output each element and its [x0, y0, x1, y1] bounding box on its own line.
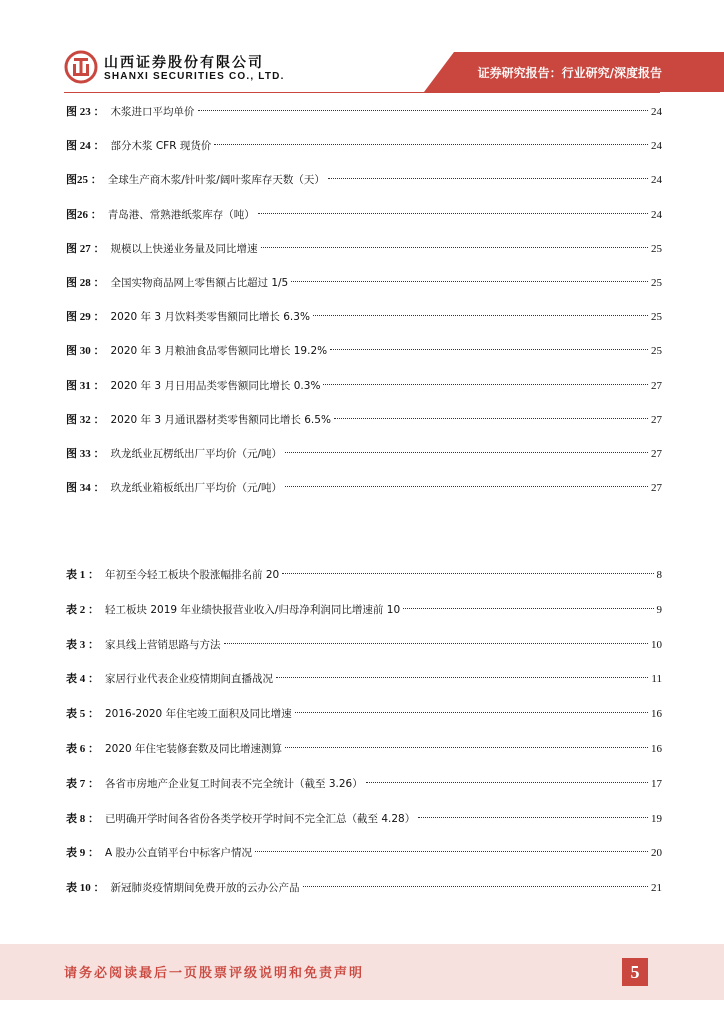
- table-title: 新冠肺炎疫情期间免费开放的云办公产品: [110, 882, 300, 895]
- figure-title: 2020 年 3 月饮料类零售额同比增长 6.3%: [110, 311, 310, 324]
- figure-title: 全国实物商品网上零售额占比超过 1/5: [110, 277, 289, 289]
- dot-leader: [258, 213, 648, 214]
- figure-entry[interactable]: [66, 341, 662, 361]
- table-page-number: 16: [651, 708, 662, 721]
- dot-leader: [255, 851, 648, 852]
- table-page-number: 11: [651, 673, 662, 686]
- table-entry[interactable]: [66, 704, 662, 724]
- table-number: 表 8 ：: [66, 812, 99, 825]
- dot-leader: [334, 418, 648, 419]
- table-entry[interactable]: [66, 843, 662, 863]
- page-header: [0, 0, 724, 100]
- figure-number: 图 33 ：: [66, 448, 105, 460]
- header-divider: [64, 92, 660, 93]
- table-number: 表 4 ：: [66, 673, 99, 686]
- table-entry[interactable]: [66, 739, 662, 759]
- dot-leader: [198, 110, 649, 111]
- table-title: 轻工板块 2019 年业绩快报营业收入/归母净利润同比增速前 10: [105, 603, 401, 616]
- figure-number: 图 32 ：: [66, 413, 105, 426]
- table-number: 表 3 ：: [66, 638, 99, 651]
- figure-entry[interactable]: [66, 239, 662, 259]
- figure-title: 规模以上快递业务量及同比增速: [110, 242, 258, 255]
- table-entry[interactable]: [66, 565, 662, 585]
- table-page-number: 20: [651, 847, 662, 860]
- dot-leader: [285, 486, 648, 487]
- figure-page-number: 27: [651, 448, 662, 460]
- table-title: 家居行业代表企业疫情期间直播战况: [105, 673, 273, 686]
- table-page-number: 10: [651, 638, 662, 651]
- figure-page-number: 24: [651, 174, 662, 187]
- shanxi-securities-logo-icon: [64, 50, 98, 84]
- figure-title: 全球生产商木浆/针叶浆/阔叶浆库存天数（天）: [107, 174, 325, 187]
- table-entry[interactable]: [66, 669, 662, 689]
- figure-title: 玖龙纸业箱板纸出厂平均价（元/吨）: [110, 482, 283, 495]
- dot-leader: [276, 677, 648, 678]
- figure-page-number: 24: [651, 208, 662, 221]
- table-number: 表 5 ：: [66, 708, 99, 721]
- table-title: 2016-2020 年住宅竣工面积及同比增速: [105, 708, 292, 721]
- figure-title: 玖龙纸业瓦楞纸出厂平均价（元/吨）: [110, 448, 283, 460]
- figure-entry[interactable]: [66, 170, 662, 190]
- company-name-en: SHANXI SECURITIES CO., LTD.: [104, 71, 285, 82]
- dot-leader: [285, 747, 648, 748]
- table-entry[interactable]: [66, 774, 662, 794]
- figure-entry[interactable]: [66, 444, 662, 464]
- table-title: 已明确开学时间各省份各类学校开学时间不完全汇总（截至 4.28）: [105, 812, 416, 825]
- table-number: 表 6 ：: [66, 743, 99, 755]
- figure-title: 青岛港、常熟港纸浆库存（吨）: [107, 208, 255, 221]
- figure-entry[interactable]: [66, 376, 662, 396]
- figure-page-number: 24: [651, 140, 662, 153]
- figure-title: 部分木浆 CFR 现货价: [110, 140, 212, 153]
- figure-number: 图 23 ：: [66, 106, 105, 118]
- dot-leader: [261, 247, 649, 248]
- dot-leader: [224, 643, 649, 644]
- table-page-number: 17: [651, 777, 662, 790]
- dot-leader: [285, 452, 648, 453]
- dot-leader: [330, 349, 648, 350]
- dot-leader: [291, 281, 648, 282]
- figure-page-number: 27: [651, 413, 662, 426]
- figure-title: 2020 年 3 月日用品类零售额同比增长 0.3%: [110, 379, 321, 392]
- figure-number: 图26 ：: [66, 208, 102, 221]
- figure-entry[interactable]: [66, 205, 662, 225]
- dot-leader: [328, 178, 648, 179]
- dot-leader: [282, 573, 653, 574]
- dot-leader: [214, 144, 648, 145]
- figure-title: 2020 年 3 月粮油食品零售额同比增长 19.2%: [110, 345, 328, 358]
- figure-number: 图25 ：: [66, 174, 102, 187]
- table-page-number: 21: [651, 882, 662, 895]
- figure-page-number: 25: [651, 311, 662, 324]
- table-page-number: 8: [656, 569, 662, 581]
- figure-number: 图 30 ：: [66, 345, 105, 358]
- dot-leader: [295, 712, 648, 713]
- footer-disclaimer: 请务必阅读最后一页股票评级说明和免责声明: [64, 966, 365, 981]
- table-page-number: 9: [656, 603, 662, 616]
- dot-leader: [323, 384, 648, 385]
- table-number: 表 10 ：: [66, 882, 105, 895]
- figure-title: 2020 年 3 月通讯器材类零售额同比增长 6.5%: [110, 413, 331, 426]
- figure-entry[interactable]: [66, 102, 662, 122]
- table-title: 各省市房地产企业复工时间表不完全统计（截至 3.26）: [105, 777, 363, 790]
- figure-page-number: 25: [651, 345, 662, 358]
- figure-page-number: 27: [651, 379, 662, 392]
- dot-leader: [403, 608, 653, 609]
- table-number: 表 2 ：: [66, 603, 99, 616]
- figure-entry[interactable]: [66, 307, 662, 327]
- figure-number: 图 24 ：: [66, 140, 105, 153]
- figure-page-number: 25: [651, 242, 662, 255]
- dot-leader: [366, 782, 648, 783]
- figure-entry[interactable]: [66, 478, 662, 498]
- figure-number: 图 34 ：: [66, 482, 105, 495]
- company-name-cn: 山西证券股份有限公司: [104, 55, 264, 71]
- figure-title: 木浆进口平均单价: [110, 106, 195, 118]
- figure-entry[interactable]: [66, 273, 662, 293]
- page-number: 5: [622, 958, 648, 986]
- table-number: 表 9 ：: [66, 847, 99, 860]
- table-title: A 股办公直销平台中标客户情况: [105, 847, 253, 860]
- figure-number: 图 29 ：: [66, 311, 105, 324]
- table-title: 家具线上营销思路与方法: [105, 638, 221, 651]
- figure-page-number: 25: [651, 277, 662, 289]
- dot-leader: [418, 817, 648, 818]
- figure-entry[interactable]: [66, 136, 662, 156]
- table-entry[interactable]: [66, 635, 662, 655]
- table-entry[interactable]: [66, 600, 662, 620]
- figure-entry[interactable]: [66, 410, 662, 430]
- figure-number: 图 31 ：: [66, 379, 105, 392]
- table-page-number: 19: [651, 812, 662, 825]
- dot-leader: [303, 886, 649, 887]
- dot-leader: [313, 315, 648, 316]
- figure-number: 图 28 ：: [66, 277, 105, 289]
- figure-number: 图 27 ：: [66, 242, 105, 255]
- table-title: 2020 年住宅装修套数及同比增速测算: [105, 743, 283, 755]
- table-entry[interactable]: [66, 809, 662, 829]
- table-title: 年初至今轻工板块个股涨幅排名前 20: [105, 569, 280, 581]
- figure-page-number: 27: [651, 482, 662, 495]
- table-number: 表 7 ：: [66, 777, 99, 790]
- table-entry[interactable]: [66, 878, 662, 898]
- table-number: 表 1 ：: [66, 569, 99, 581]
- figure-page-number: 24: [651, 106, 662, 118]
- report-type-label: 证券研究报告：行业研究/深度报告: [477, 66, 662, 80]
- table-page-number: 16: [651, 743, 662, 755]
